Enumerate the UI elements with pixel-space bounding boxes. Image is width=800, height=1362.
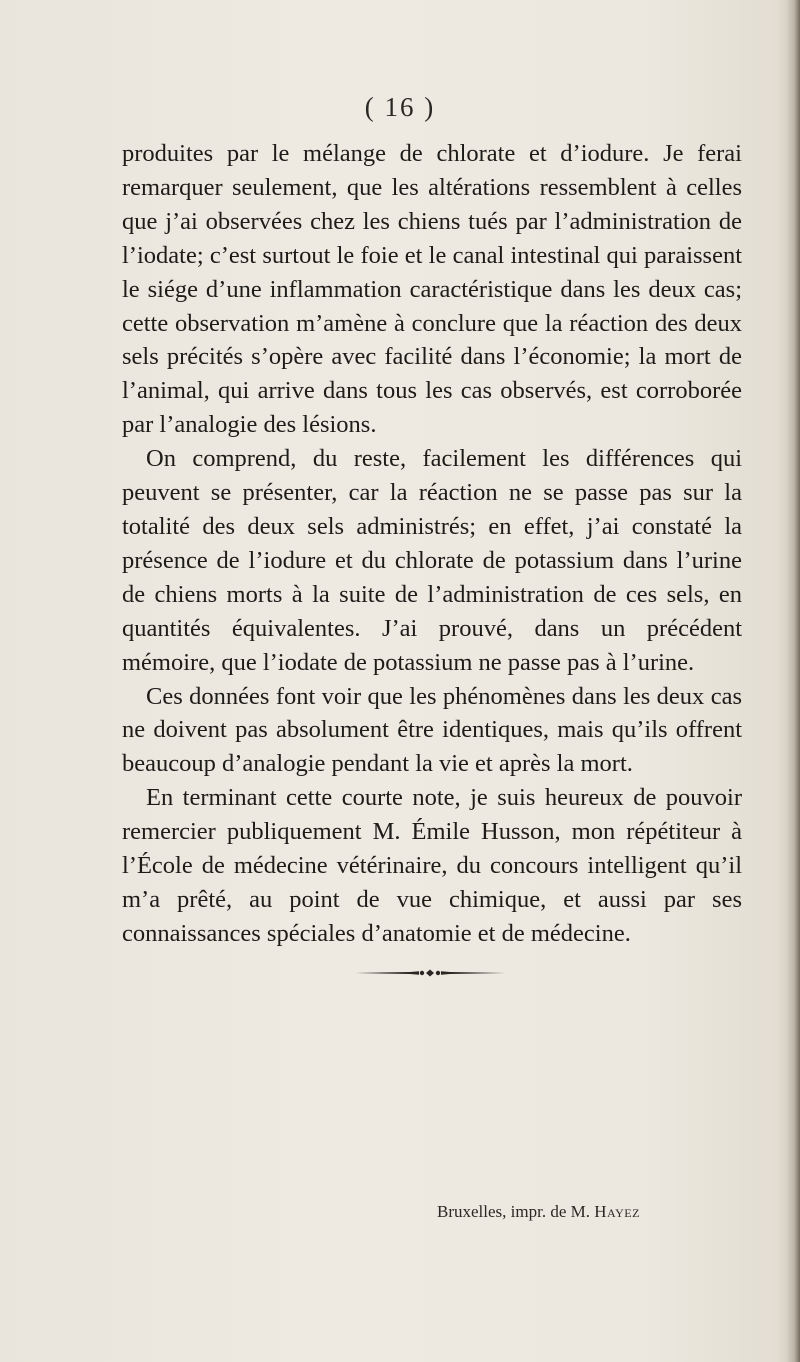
body-text bbox=[122, 137, 742, 951]
paragraph-1: produites par le mélange de chlorate et d’iodure. Je ferai remarquer seulement, que les altérations ressemblent à celles que j’ai observées chez les chiens tués par l’administration de l’iodate; c’est surtout le foie et le canal intestinal qui paraissent le siége d’une inflammation caractéristique dans les deux cas; cette observation m’amène à conclure que la réaction des deux sels précités s’opère avec facilité dans l’économie; la mort de l’animal, qui arrive dans tous les cas observés, est corroborée par l’analogie des lésions. bbox=[122, 140, 742, 439]
paragraph-3: Ces données font voir que les phénomènes dans les deux cas ne doivent pas absolument être identiques, mais qu’ils offrent beaucoup d’analogie pendant la vie et après la mort. bbox=[122, 682, 742, 778]
imprint-printer: Hayez bbox=[594, 1202, 640, 1221]
printer-imprint bbox=[437, 1202, 757, 1222]
paragraph-4: En terminant cette courte note, je suis heureux de pouvoir remercier publiquement M. Émile Husson, mon répétiteur à l’École de médecine vétérinaire, du concours intelligent qu’il m’a prêté, au point de vue chimique, et aussi par ses connaissances spéciales d’anatomie et de médecine. bbox=[122, 784, 742, 947]
end-ornament-icon bbox=[355, 969, 505, 977]
imprint-prefix: Bruxelles, impr. de M. bbox=[437, 1202, 595, 1221]
page-number: ( 16 ) bbox=[364, 92, 436, 122]
page-edge-shadow bbox=[786, 0, 800, 1362]
paragraph-2: On comprend, du reste, facilement les différences qui peuvent se présenter, car la réaction ne se passe pas sur la totalité des deux sels administrés; en effet, j’ai constaté la présence de l’iodure et du chlorate de potassium dans l’urine de chiens morts à la suite de l’administration de ces sels, en quantités équivalentes. J’ai prouvé, dans un précédent mémoire, que l’iodate de potassium ne passe pas à l’urine. bbox=[122, 445, 742, 676]
